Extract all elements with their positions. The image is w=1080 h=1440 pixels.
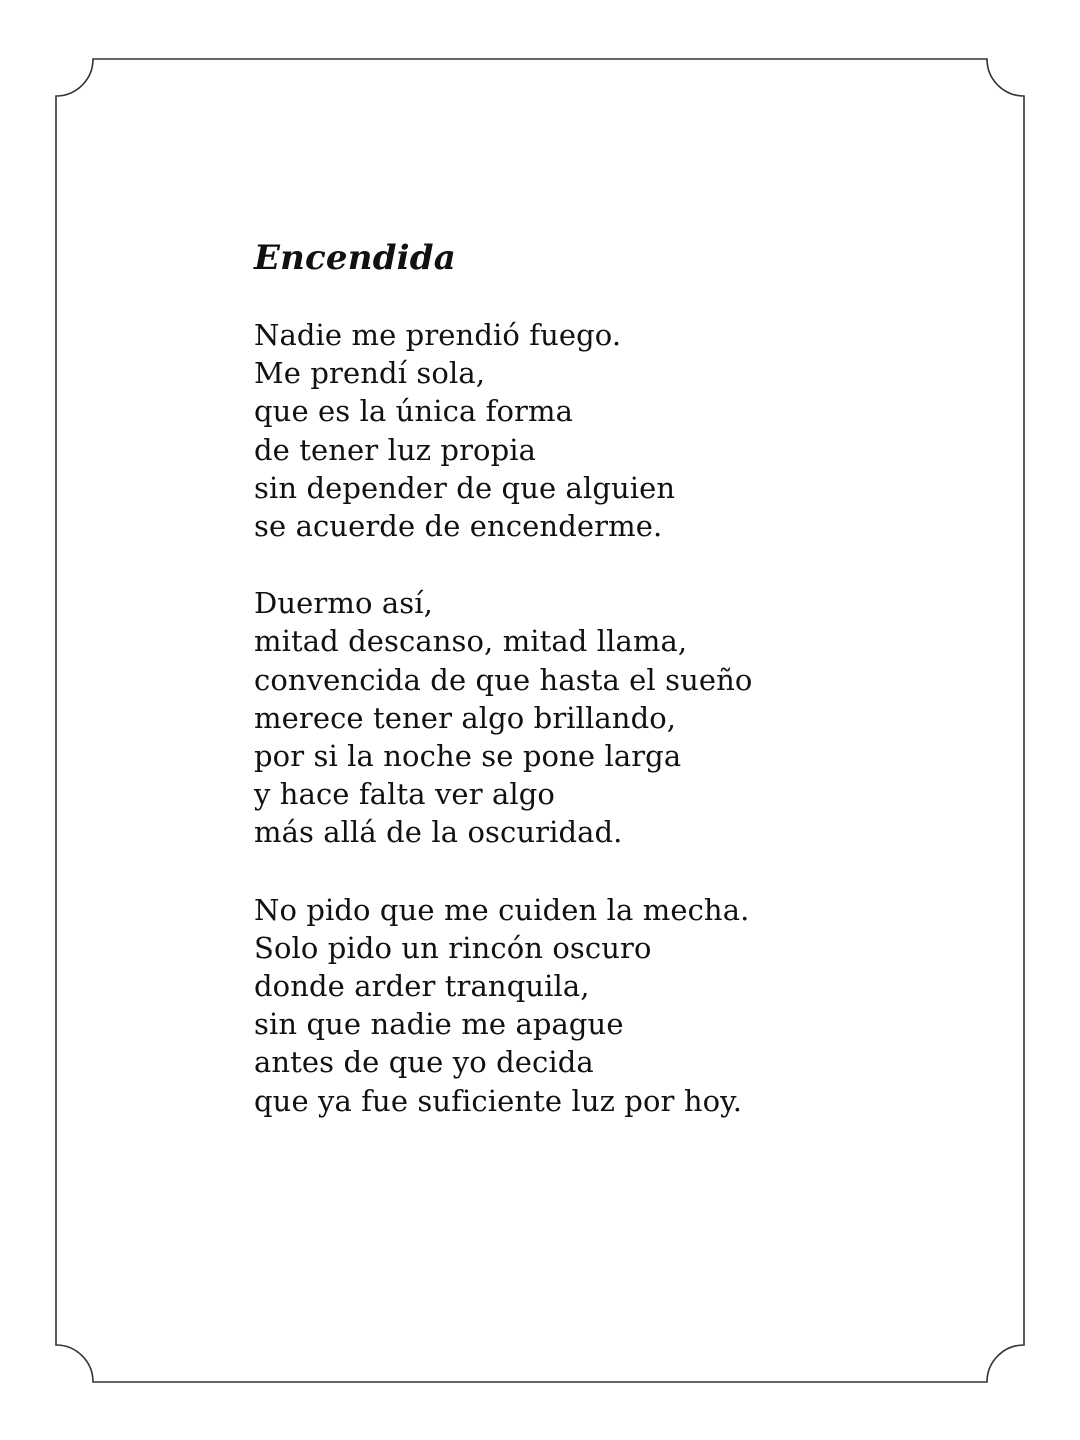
- poem-line: más allá de la oscuridad.: [254, 815, 623, 850]
- poem-line: merece tener algo brillando,: [254, 700, 677, 735]
- stanza-2: [254, 584, 954, 851]
- poem-line: sin que nadie me apague: [254, 1007, 624, 1042]
- poem-line: convencida de que hasta el sueño: [254, 662, 753, 697]
- poem-line: Solo pido un rincón oscuro: [254, 930, 652, 965]
- poem-line: No pido que me cuiden la mecha.: [254, 892, 750, 927]
- stanza-3: [254, 891, 954, 1120]
- poem-line: Me prendí sola,: [254, 356, 486, 391]
- poem-line: sin depender de que alguien: [254, 470, 676, 505]
- poem-line: antes de que yo decida: [254, 1045, 594, 1080]
- stanza-1: [254, 316, 954, 545]
- poem-line: donde arder tranquila,: [254, 969, 590, 1004]
- poem-title: Encendida: [254, 238, 456, 278]
- poem-line: Nadie me prendió fuego.: [254, 318, 622, 352]
- poem-line: y hace falta ver algo: [254, 777, 555, 812]
- poem-line: se acuerde de encenderme.: [254, 509, 663, 544]
- poem: [254, 238, 954, 1159]
- poem-line: por si la noche se pone larga: [254, 739, 682, 774]
- poem-line: que es la única forma: [254, 394, 573, 429]
- poem-line: que ya fue suficiente luz por hoy.: [254, 1083, 743, 1118]
- poem-line: de tener luz propia: [254, 432, 537, 467]
- poem-line: mitad descanso, mitad llama,: [254, 624, 688, 659]
- poem-line: Duermo así,: [254, 586, 433, 621]
